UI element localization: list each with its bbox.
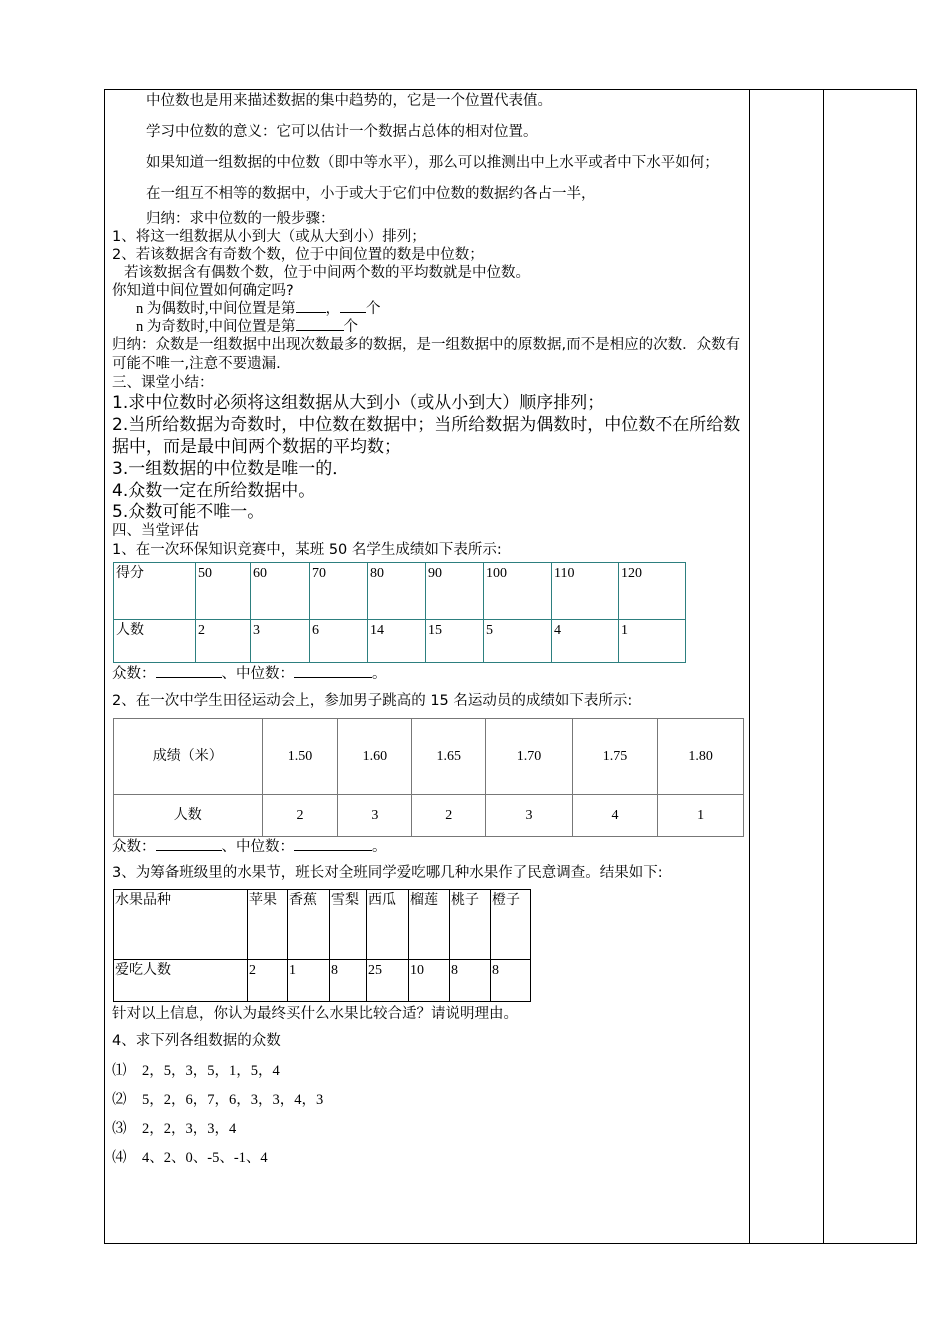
table-cell: 2	[196, 620, 251, 663]
table-cell: 橙子	[491, 890, 531, 960]
text-question-position: 你知道中间位置如何确定吗?	[112, 283, 294, 299]
table-cell: 8	[491, 960, 531, 1002]
item-data: 2，5，3，5，1，5，4	[142, 1063, 280, 1079]
jump-table	[113, 718, 744, 837]
table-header-cell: 人数	[114, 795, 263, 837]
table-cell: 1.70	[486, 719, 573, 795]
lesson-content	[112, 90, 744, 1173]
even-sep: ，	[325, 301, 340, 317]
table-cell: 桃子	[450, 890, 491, 960]
table-cell: 1.80	[658, 719, 744, 795]
table-cell: 8	[450, 960, 491, 1002]
table-cell: 110	[552, 563, 619, 620]
table-header-cell: 得分	[114, 563, 196, 620]
summary-2: 2.当所给数据为奇数时，中位数在数据中；当所给数据为偶数时，中位数不在所给数据中，而是最中间两个数据的平均数；	[112, 415, 741, 457]
column-divider-1	[749, 89, 750, 1244]
summary-4: 4.众数一定在所给数据中。	[112, 481, 316, 501]
mode-list	[112, 1057, 744, 1173]
table-cell: 8	[330, 960, 367, 1002]
list-item	[112, 1057, 744, 1086]
answer-median-label: 、中位数：	[221, 666, 294, 682]
text-median-infer: 如果知道一组数据的中位数（即中等水平），那么可以推测出中上水平或者中下水平如何；	[146, 155, 719, 171]
summary-1: 1.求中位数时必须将这组数据从大到小（或从小到大）顺序排列；	[112, 393, 605, 413]
list-item	[112, 1115, 744, 1144]
table-cell: 80	[368, 563, 426, 620]
table-header-cell: 成绩（米）	[114, 719, 263, 795]
text-step-2: 2、若该数据含有奇数个数，位于中间位置的数是中位数；	[112, 247, 484, 263]
item-index: ⑵	[112, 1092, 127, 1108]
text-odd-position	[112, 318, 744, 336]
question-3: 3、为筹备班级里的水果节，班长对全班同学爱吃哪几种水果作了民意调查。结果如下:	[112, 865, 663, 881]
item-data: 2，2，3，3，4	[142, 1121, 237, 1137]
table-cell: 2	[262, 795, 338, 837]
table-cell: 3	[251, 620, 310, 663]
summary-3: 3.一组数据的中位数是唯一的．	[112, 459, 350, 479]
table-cell: 5	[484, 620, 552, 663]
question-1: 1、在一次环保知识竞赛中，某班 50 名学生成绩如下表所示:	[112, 542, 502, 558]
list-item	[112, 1086, 744, 1115]
question-2: 2、在一次中学生田径运动会上，参加男子跳高的 15 名运动员的成绩如下表所示:	[112, 693, 633, 709]
answer-line-1	[112, 663, 744, 685]
item-data: 4、2、0、-5、-1、4	[142, 1150, 268, 1166]
text-mode-summary: 归纳：众数是一组数据中出现次数最多的数据，是一组数据中的原数据,而不是相应的次数．众数有可能不唯一,注意不要遗漏.	[112, 337, 741, 372]
answer-median-label: 、中位数：	[221, 839, 294, 855]
table-cell: 4	[552, 620, 619, 663]
table-cell: 香蕉	[288, 890, 330, 960]
table-cell: 1.50	[262, 719, 338, 795]
table-cell: 15	[426, 620, 484, 663]
table-cell: 4	[572, 795, 658, 837]
list-item	[112, 1144, 744, 1173]
table-cell: 西瓜	[367, 890, 409, 960]
table-cell: 70	[310, 563, 368, 620]
summary-5: 5.众数可能不唯一。	[112, 502, 265, 522]
column-divider-2	[823, 89, 824, 1244]
even-label: n 为偶数时,中间位置是第	[136, 301, 296, 317]
score-table	[113, 562, 686, 663]
text-median-meaning: 学习中位数的意义：它可以估计一个数据占总体的相对位置。	[146, 124, 538, 140]
text-step-1: 1、将这一组数据从小到大（或从大到小）排列；	[112, 229, 426, 245]
item-data: 5，2，6，7，6，3，3，4，3	[142, 1092, 324, 1108]
table-header-cell: 水果品种	[114, 890, 248, 960]
answer-end: 。	[372, 839, 387, 855]
fruit-table	[113, 889, 531, 1002]
table-cell: 120	[619, 563, 686, 620]
table-cell: 1.75	[572, 719, 658, 795]
table-cell: 3	[338, 795, 412, 837]
table-cell: 50	[196, 563, 251, 620]
item-index: ⑶	[112, 1121, 127, 1137]
table-cell: 3	[486, 795, 573, 837]
odd-unit: 个	[343, 319, 358, 335]
table-header-cell: 爱吃人数	[114, 960, 248, 1002]
table-cell: 1.60	[338, 719, 412, 795]
table-cell: 1	[658, 795, 744, 837]
table-cell: 苹果	[248, 890, 288, 960]
even-unit: 个	[366, 301, 381, 317]
table-cell: 1	[619, 620, 686, 663]
table-cell: 100	[484, 563, 552, 620]
item-index: ⑷	[112, 1150, 127, 1166]
table-cell: 14	[368, 620, 426, 663]
odd-label: n 为奇数时,中间位置是第	[136, 319, 296, 335]
table-cell: 榴莲	[409, 890, 450, 960]
question-3-prompt: 针对以上信息，你认为最终买什么水果比较合适？请说明理由。	[112, 1006, 518, 1022]
answer-end: 。	[372, 666, 387, 682]
answer-mode-label: 众数：	[112, 839, 156, 855]
text-median-half: 在一组互不相等的数据中，小于或大于它们中位数的数据约各占一半，	[146, 186, 596, 202]
table-cell: 2	[412, 795, 486, 837]
item-index: ⑴	[112, 1063, 127, 1079]
table-cell: 90	[426, 563, 484, 620]
table-cell: 1.65	[412, 719, 486, 795]
text-median-intro: 中位数也是用来描述数据的集中趋势的，它是一个位置代表值。	[146, 93, 552, 109]
text-step-2b: 若该数据含有偶数个数，位于中间两个数的平均数就是中位数。	[124, 265, 530, 281]
section-summary-title: 三、课堂小结：	[112, 375, 214, 391]
table-cell: 1	[288, 960, 330, 1002]
table-cell: 2	[248, 960, 288, 1002]
text-even-position	[112, 300, 744, 318]
table-cell: 60	[251, 563, 310, 620]
question-4: 4、求下列各组数据的众数	[112, 1033, 281, 1049]
table-cell: 6	[310, 620, 368, 663]
table-header-cell: 人数	[114, 620, 196, 663]
section-evaluation-title: 四、当堂评估	[112, 523, 199, 539]
table-cell: 25	[367, 960, 409, 1002]
text-steps-title: 归纳：求中位数的一般步骤：	[146, 211, 335, 227]
answer-line-2	[112, 837, 744, 857]
table-cell: 雪梨	[330, 890, 367, 960]
table-cell: 10	[409, 960, 450, 1002]
answer-mode-label: 众数：	[112, 666, 156, 682]
